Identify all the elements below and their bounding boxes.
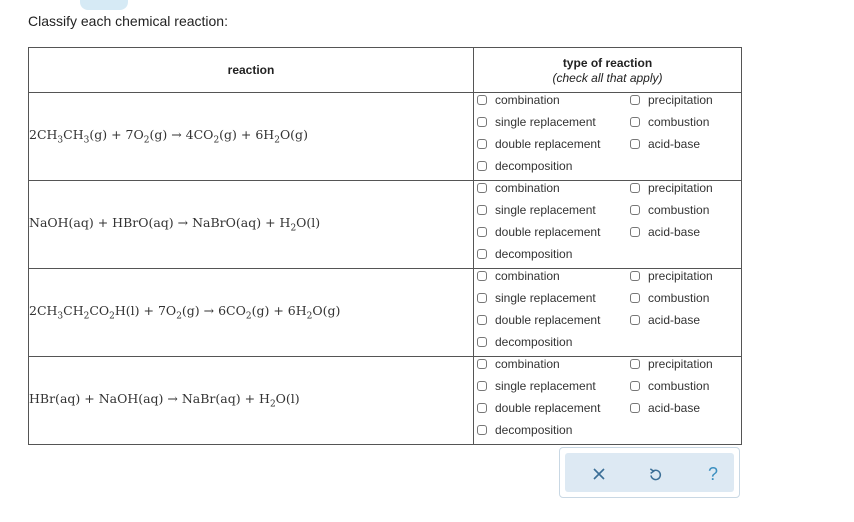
type-column-header: [474, 48, 742, 93]
option-acid-base[interactable]: [630, 310, 700, 330]
reaction-equation: $2CH_3CH_2CO_2H(l) + 7O_2(g) \to 6CO_2(g) + 6H_2O(g)$: [29, 269, 474, 357]
option-precipitation[interactable]: [630, 90, 713, 110]
checkbox[interactable]: [477, 425, 487, 435]
option-acid-base[interactable]: [630, 134, 700, 154]
option-combination[interactable]: [477, 266, 560, 286]
checkbox[interactable]: [477, 381, 487, 391]
checkbox[interactable]: [630, 359, 640, 369]
checkbox[interactable]: [477, 117, 487, 127]
option-combustion[interactable]: [630, 376, 709, 396]
checkbox[interactable]: [477, 315, 487, 325]
option-combustion[interactable]: [630, 288, 709, 308]
option-label: double replacement: [495, 401, 601, 415]
option-label: combination: [495, 269, 560, 283]
option-label: decomposition: [495, 423, 573, 437]
option-single-replacement[interactable]: [477, 200, 596, 220]
clear-button[interactable]: [584, 461, 614, 487]
reaction-equation: HBr(aq) + NaOH(aq) → NaBr(aq) + $H_2O(l)$: [29, 357, 474, 445]
checkbox[interactable]: [477, 271, 487, 281]
checkbox[interactable]: [477, 293, 487, 303]
option-label: decomposition: [495, 335, 573, 349]
option-combination[interactable]: [477, 90, 560, 110]
reaction-type-options: [474, 181, 742, 269]
option-label: combustion: [648, 203, 710, 217]
option-label: combustion: [648, 115, 710, 129]
option-label: precipitation: [648, 181, 713, 195]
checkbox[interactable]: [630, 183, 640, 193]
option-single-replacement[interactable]: [477, 112, 596, 132]
checkbox[interactable]: [630, 139, 640, 149]
option-single-replacement[interactable]: [477, 376, 596, 396]
reaction-column-header: reaction: [29, 48, 474, 93]
option-label: combination: [495, 181, 560, 195]
option-label: acid-base: [648, 225, 701, 239]
undo-icon: [648, 467, 663, 482]
option-single-replacement[interactable]: [477, 288, 596, 308]
option-label: acid-base: [648, 137, 701, 151]
option-decomposition[interactable]: [477, 332, 572, 352]
option-label: combustion: [648, 291, 710, 305]
checkbox[interactable]: [630, 403, 640, 413]
checkbox[interactable]: [630, 117, 640, 127]
type-column-note: (check all that apply): [552, 70, 663, 85]
checkbox[interactable]: [630, 205, 640, 215]
option-label: acid-base: [648, 313, 701, 327]
option-double-replacement[interactable]: [477, 310, 600, 330]
undo-button[interactable]: [640, 461, 670, 487]
option-label: single replacement: [495, 115, 596, 129]
reaction-type-options: [474, 269, 742, 357]
option-combustion[interactable]: [630, 200, 709, 220]
option-label: combustion: [648, 379, 710, 393]
option-double-replacement[interactable]: [477, 398, 600, 418]
option-label: precipitation: [648, 93, 713, 107]
checkbox[interactable]: [630, 227, 640, 237]
option-acid-base[interactable]: [630, 222, 700, 242]
option-combination[interactable]: [477, 354, 560, 374]
option-label: single replacement: [495, 291, 596, 305]
option-label: single replacement: [495, 379, 596, 393]
option-combination[interactable]: [477, 178, 560, 198]
question-prompt: Classify each chemical reaction:: [28, 13, 228, 29]
checkbox[interactable]: [477, 183, 487, 193]
option-decomposition[interactable]: [477, 156, 572, 176]
classification-table: [28, 47, 742, 445]
checkbox[interactable]: [477, 249, 487, 259]
option-precipitation[interactable]: [630, 354, 713, 374]
option-label: decomposition: [495, 159, 573, 173]
option-double-replacement[interactable]: [477, 134, 600, 154]
top-tab-decoration: [80, 0, 128, 10]
option-acid-base[interactable]: [630, 398, 700, 418]
checkbox[interactable]: [477, 359, 487, 369]
type-column-title: type of reaction: [562, 55, 653, 70]
question-mark-icon: ?: [707, 463, 718, 484]
option-label: double replacement: [495, 137, 601, 151]
option-label: combination: [495, 357, 560, 371]
option-label: precipitation: [648, 357, 713, 371]
reaction-row: [29, 357, 742, 445]
answer-toolbar: [559, 447, 740, 498]
checkbox[interactable]: [477, 161, 487, 171]
option-label: double replacement: [495, 225, 601, 239]
reaction-row: [29, 181, 742, 269]
checkbox[interactable]: [630, 293, 640, 303]
option-decomposition[interactable]: [477, 420, 572, 440]
checkbox[interactable]: [630, 315, 640, 325]
checkbox[interactable]: [477, 139, 487, 149]
reaction-type-options: [474, 357, 742, 445]
option-double-replacement[interactable]: [477, 222, 600, 242]
reaction-row: [29, 269, 742, 357]
reaction-type-options: [474, 93, 742, 181]
option-combustion[interactable]: [630, 112, 709, 132]
option-precipitation[interactable]: [630, 266, 713, 286]
checkbox[interactable]: [630, 381, 640, 391]
option-decomposition[interactable]: [477, 244, 572, 264]
checkbox[interactable]: [477, 227, 487, 237]
toolbar-panel: [565, 453, 734, 492]
reaction-equation: $2CH_3CH_3(g) + 7O_2(g) \to 4CO_2(g) + 6H_2O(g)$: [29, 93, 474, 181]
reaction-row: [29, 93, 742, 181]
x-icon: [593, 468, 605, 480]
reaction-equation: NaOH(aq) + HBrO(aq) → NaBrO(aq) + $H_2O(l)$: [29, 181, 474, 269]
option-label: combination: [495, 93, 560, 107]
option-label: precipitation: [648, 269, 713, 283]
checkbox[interactable]: [630, 95, 640, 105]
option-label: single replacement: [495, 203, 596, 217]
option-label: double replacement: [495, 313, 601, 327]
option-label: acid-base: [648, 401, 701, 415]
checkbox[interactable]: [477, 337, 487, 347]
checkbox[interactable]: [477, 95, 487, 105]
checkbox[interactable]: [630, 271, 640, 281]
option-precipitation[interactable]: [630, 178, 713, 198]
option-label: decomposition: [495, 247, 573, 261]
checkbox[interactable]: [477, 403, 487, 413]
checkbox[interactable]: [477, 205, 487, 215]
help-button[interactable]: [698, 461, 728, 487]
